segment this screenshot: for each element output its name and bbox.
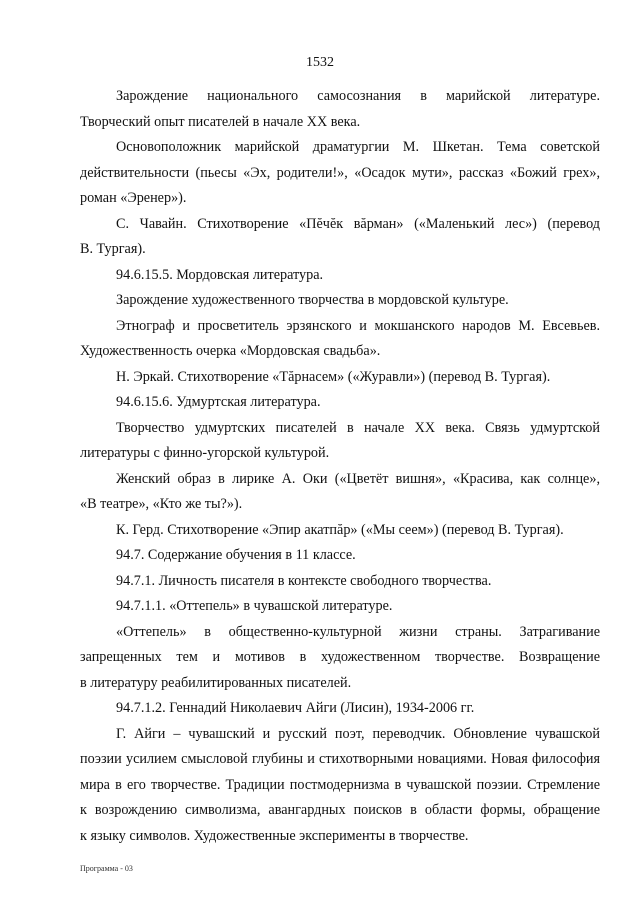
text-line: 94.6.15.6. Удмуртская литература. <box>116 394 321 410</box>
text-line: мира в его творчестве. Традиции постмодернизма в чувашской поэзии. Стремление <box>80 776 600 793</box>
paragraph <box>80 594 600 620</box>
text-line: поэзии усилием смысловой глубины и стихотворными новациями. Новая философия <box>80 751 600 767</box>
paragraph <box>80 365 600 391</box>
paragraph <box>80 390 600 416</box>
text-line: Г. Айги – чувашский и русский поэт, переводчик. Обновление чувашской <box>116 725 600 742</box>
page-number: 1532 <box>306 55 334 70</box>
paragraph <box>80 569 600 595</box>
paragraph <box>80 620 600 697</box>
paragraph <box>80 135 600 212</box>
text-line: Женский образ в лирике А. Оки («Цветёт вишня», «Красива, как солнце», <box>116 470 600 487</box>
text-line: Н. Эркай. Стихотворение «Тăрнасем» («Журавли») (перевод В. Тургая). <box>116 368 551 385</box>
paragraph <box>80 696 600 722</box>
text-line: роман «Эренер»). <box>80 190 187 206</box>
text-line: запрещенных тем и мотивов в художественном творчестве. Возвращение <box>80 649 600 665</box>
text-line: Этнограф и просветитель эрзянского и мокшанского народов М. Евсевьев. <box>116 317 600 334</box>
text-line: 94.6.15.5. Мордовская литература. <box>116 266 324 283</box>
paragraph <box>80 314 600 365</box>
text-line: действительности (пьесы «Эх, родители!», «Осадок мути», рассказ «Божий грех», <box>80 164 600 181</box>
footer-note: Программа - 03 <box>80 864 133 873</box>
paragraph <box>80 543 600 569</box>
text-line: к возрождению символизма, авангардных поисков в области формы, обращение <box>80 802 600 818</box>
text-line: С. Чавайн. Стихотворение «Пĕчĕк вăрман» («Маленький лес») (перевод <box>116 215 600 232</box>
text-line: К. Герд. Стихотворение «Эпир акатпăр» («Мы сеем») (перевод В. Тургая). <box>116 521 564 538</box>
text-line: 94.7.1. Личность писателя в контексте свободного творчества. <box>116 572 492 589</box>
text-line: 94.7.1.1. «Оттепель» в чувашской литературе. <box>116 598 393 614</box>
text-line: Творчество удмуртских писателей в начале XX века. Связь удмуртской <box>116 419 600 436</box>
text-line: 94.7.1.2. Геннадий Николаевич Айги (Лисин), 1934-2006 гг. <box>116 700 475 716</box>
text-line: Художественность очерка «Мордовская свадьба». <box>80 343 381 359</box>
text-line: Основоположник марийской драматургии М. Шкетан. Тема советской <box>116 139 600 155</box>
text-line: 94.7. Содержание обучения в 11 классе. <box>116 547 356 563</box>
paragraph <box>80 518 600 544</box>
text-line: к языку символов. Художественные эксперименты в творчестве. <box>80 827 469 844</box>
text-line: Зарождение художественного творчества в мордовской культуре. <box>116 292 509 308</box>
paragraph <box>80 263 600 289</box>
text-line: в литературу реабилитированных писателей. <box>80 674 352 691</box>
text-line: Творческий опыт писателей в начале XX века. <box>80 113 361 130</box>
text-line: В. Тургая). <box>80 241 146 257</box>
paragraph <box>80 467 600 518</box>
document-body <box>80 84 600 849</box>
text-line: литературы с финно-угорской культурой. <box>80 445 330 461</box>
paragraph <box>80 722 600 850</box>
paragraph <box>80 288 600 314</box>
paragraph <box>80 84 600 135</box>
paragraph <box>80 416 600 467</box>
text-line: «Оттепель» в общественно-культурной жизни страны. Затрагивание <box>116 623 600 640</box>
text-line: «В театре», «Кто же ты?»). <box>80 496 243 512</box>
text-line: Зарождение национального самосознания в марийской литературе. <box>116 88 600 104</box>
paragraph <box>80 212 600 263</box>
